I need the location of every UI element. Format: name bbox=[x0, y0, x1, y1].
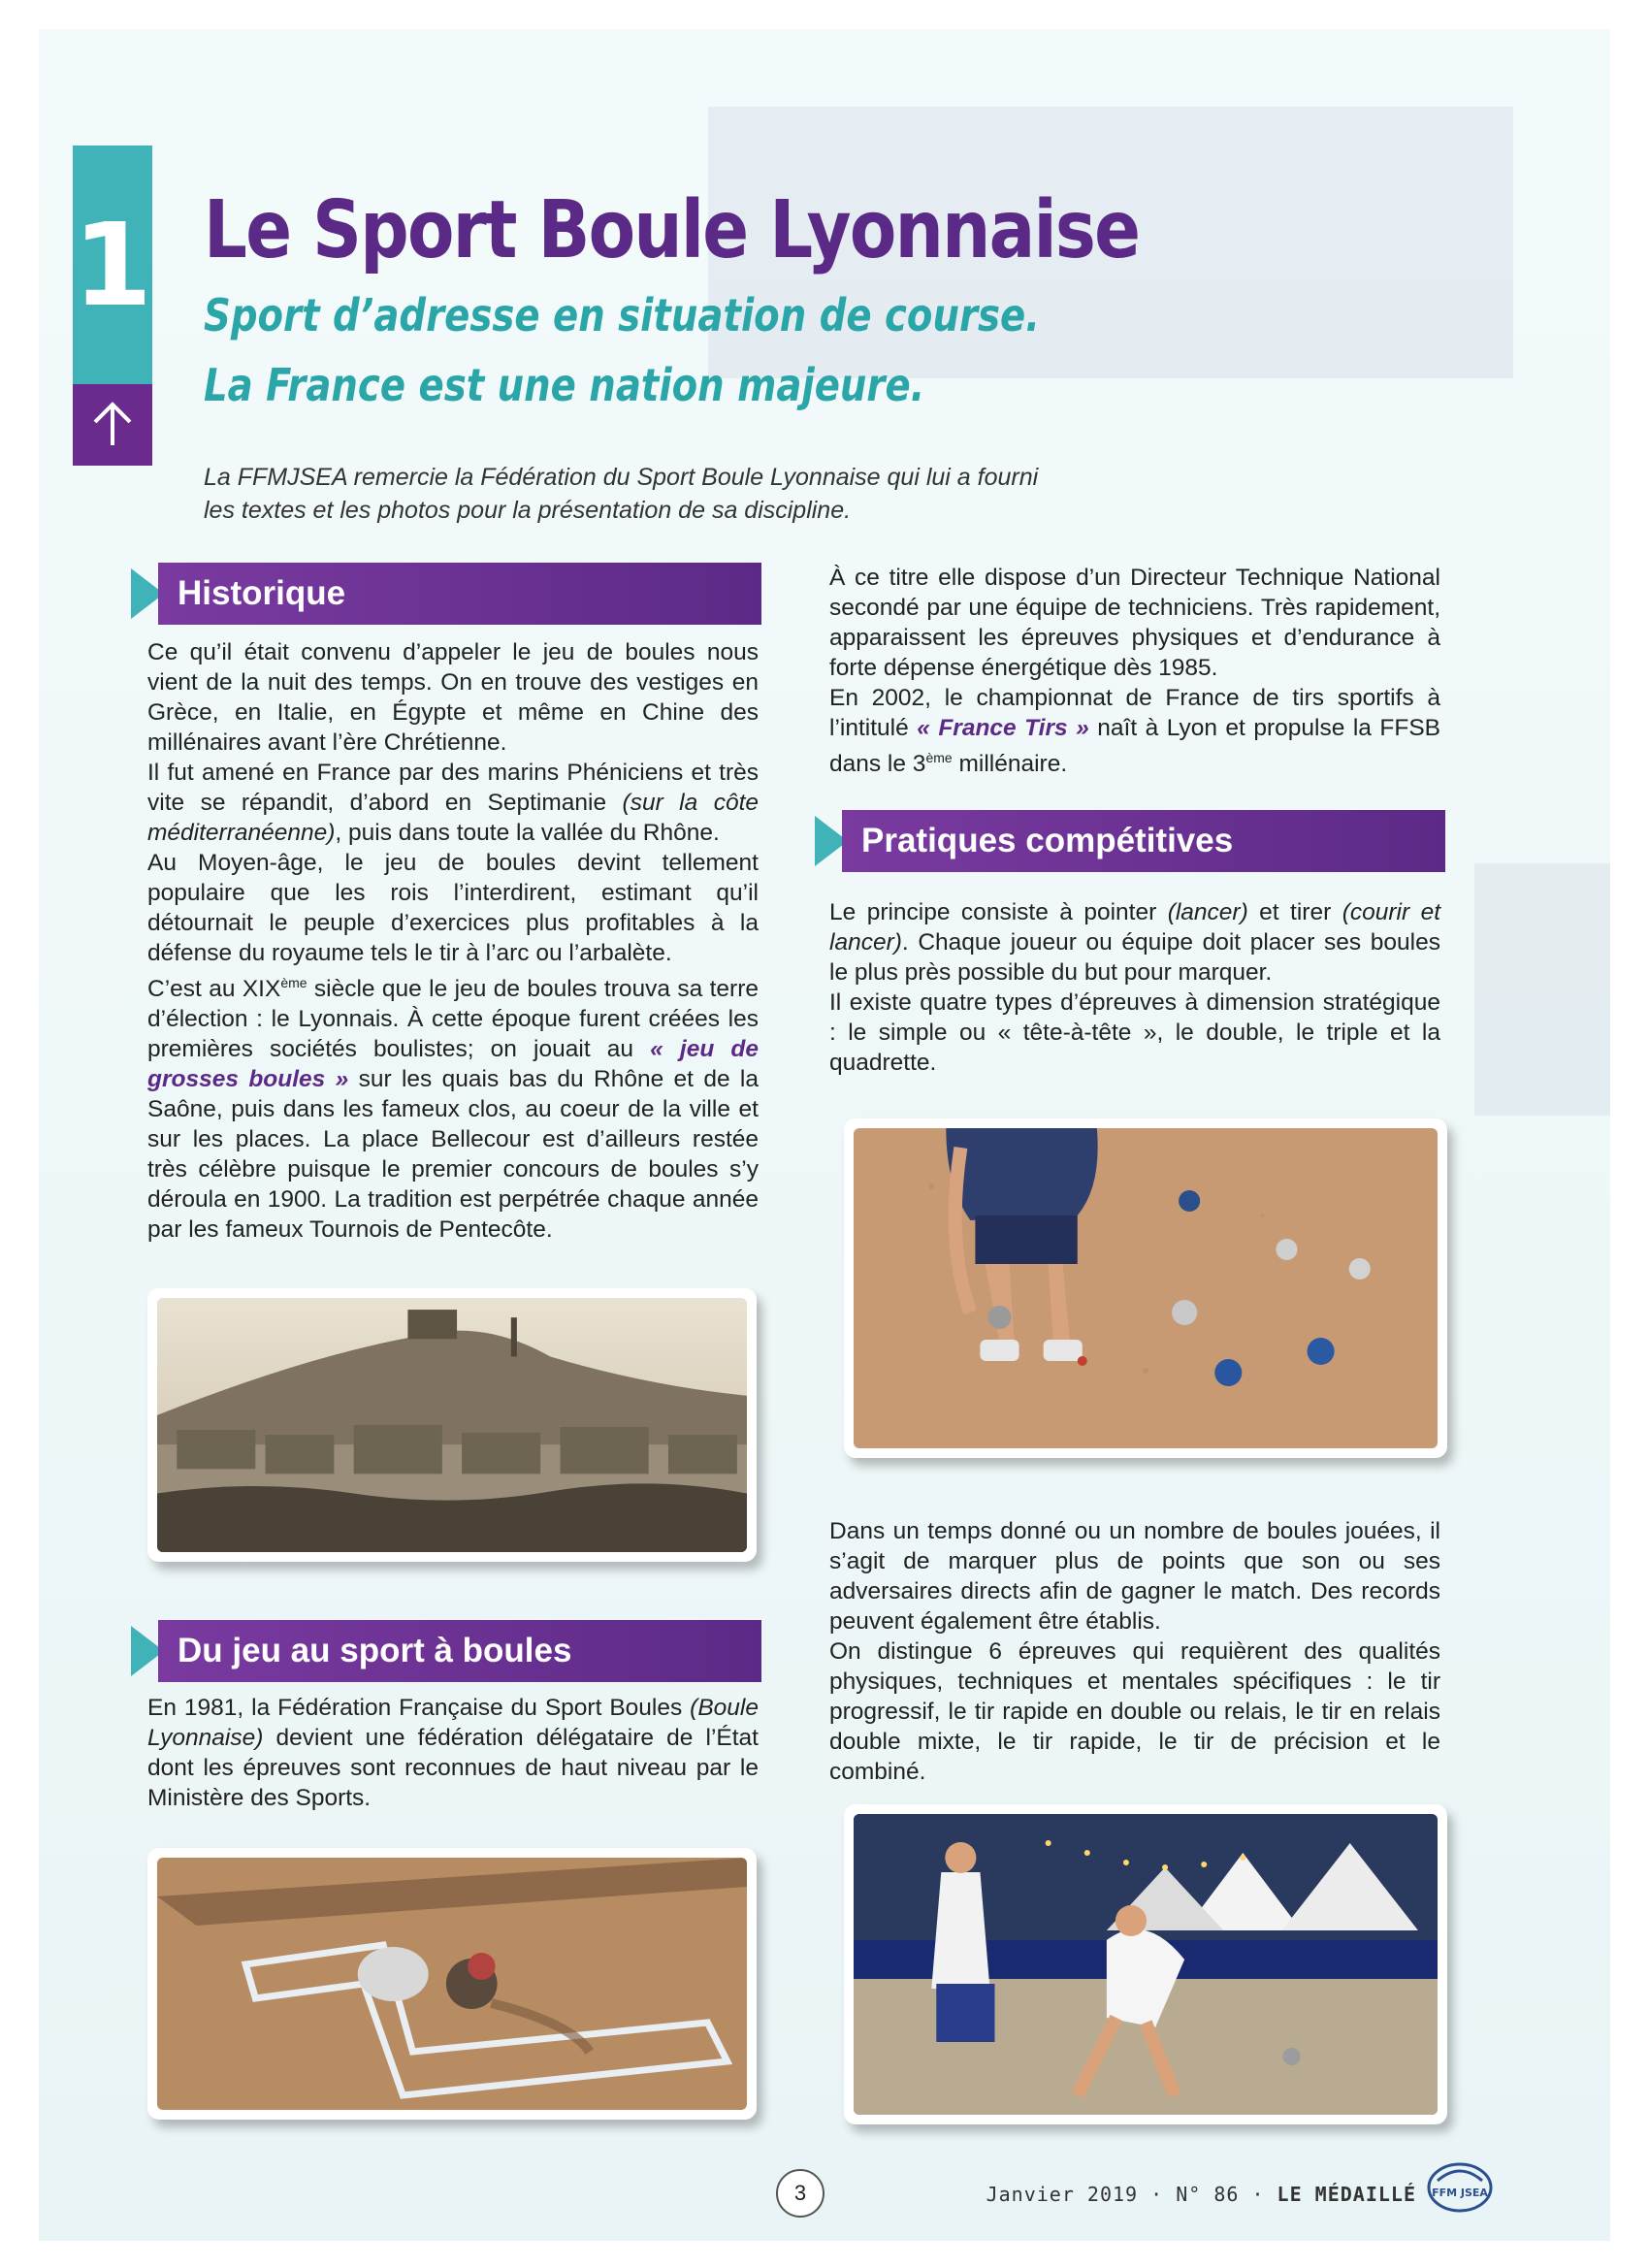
pratiques-text-2 bbox=[829, 1516, 1440, 1787]
intro-text bbox=[204, 461, 1174, 527]
section-heading-label: Du jeu au sport à boules bbox=[158, 1620, 761, 1682]
chapter-tab bbox=[73, 146, 152, 466]
intro-line-2: les textes et les photos pour la présentation de sa discipline. bbox=[204, 497, 852, 524]
section-heading-historique bbox=[131, 563, 761, 625]
page-title: Le Sport Boule Lyonnaise bbox=[204, 184, 1140, 276]
background-ghost bbox=[1474, 863, 1610, 1116]
magazine-page bbox=[39, 29, 1610, 2241]
du-jeu-text bbox=[147, 1693, 759, 1813]
photo-old-lyon bbox=[147, 1288, 757, 1562]
svg-text:FFM JSEA: FFM JSEA bbox=[1432, 2187, 1488, 2199]
section-heading-label: Historique bbox=[158, 563, 761, 625]
ffmjsea-logo bbox=[1426, 2161, 1494, 2214]
paragraph: Il fut amené en France par des marins Phéniciens et très vite se répandit, d’abord en Septimanie (sur la côte méditerranéenne), puis dans toute la vallée du Rhône. bbox=[147, 760, 759, 846]
up-arrow-icon bbox=[73, 384, 152, 466]
photo-boules-impact bbox=[147, 1848, 757, 2120]
paragraph: En 2002, le championnat de France de tirs sportifs à l’intitulé « France Tirs » naît à Lyon et propulse la FFSB dans le 3ème millénaire. bbox=[829, 685, 1441, 778]
footer-issue: Janvier 2019 · N° 86 · LE MÉDAILLÉ bbox=[986, 2183, 1416, 2206]
subtitle-line-1: Sport d’adresse en situation de course. bbox=[204, 289, 1040, 341]
section-heading-du-jeu bbox=[131, 1620, 761, 1682]
pratiques-text-1 bbox=[829, 897, 1440, 1078]
section-heading-pratiques bbox=[815, 810, 1445, 872]
paragraph: Au Moyen-âge, le jeu de boules devint tellement populaire que les rois l’interdirent, estimant qu’il détournait le peuple d’exercices plus profitables à la défense du royaume tels le tir à l’arc ou l’arbalète. bbox=[147, 850, 759, 966]
paragraph: C’est au XIXème siècle que le jeu de boules trouva sa terre d’élection : le Lyonnais. À cette époque furent créées les premières sociétés boulistes; on jouait au « jeu de grosses boules » sur les quais bas du Rhône et de la Saône, puis dans les fameux clos, au coeur de la ville et sur les places. La place Bellecour est d’ailleurs restée très célèbre puisque le premier concours de boules s’y déroula en 1900. La tradition est perpétrée chaque année par les fameux Tournois de Pentecôte. bbox=[147, 975, 760, 1244]
paragraph: Il existe quatre types d’épreuves à dimension stratégique : le simple ou « tête-à-tête », le double, le triple et la quadrette. bbox=[829, 989, 1440, 1076]
right-intro-text bbox=[829, 563, 1440, 779]
chapter-number: 1 bbox=[73, 146, 152, 384]
paragraph: Dans un temps donné ou un nombre de boules jouées, il s’agit de marquer plus de points que son ou ses adversaires directs afin de gagner le match. Des records peuvent également être établis. bbox=[829, 1518, 1440, 1635]
historique-text bbox=[147, 637, 759, 1245]
photo-player-pointing bbox=[844, 1118, 1447, 1458]
paragraph: En 1981, la Fédération Française du Sport Boules (Boule Lyonnaise) devient une fédération délégataire de l’État dont les épreuves sont reconnues de haut niveau par le Ministère des Sports. bbox=[147, 1695, 759, 1811]
intro-line-1: La FFMJSEA remercie la Fédération du Sport Boule Lyonnaise qui lui a fourni bbox=[204, 464, 1039, 491]
paragraph: On distingue 6 épreuves qui requièrent des qualités physiques, techniques et mentales spécifiques : le tir progressif, le tir rapide en double ou relais, le tir en relais double mixte, le tir rapide, le tir de précision et le combiné. bbox=[829, 1638, 1440, 1785]
paragraph: À ce titre elle dispose d’un Directeur Technique National secondé par une équipe de techniciens. Très rapidement, apparaissent les épreuves physiques et d’endurance à forte dépense énergétique dès 1985. bbox=[829, 565, 1440, 681]
paragraph: Ce qu’il était convenu d’appeler le jeu de boules nous vient de la nuit des temps. On en trouve des vestiges en Grèce, en Italie, en Égypte et même en Chine des millénaires avant l’ère Chrétienne. bbox=[147, 639, 759, 756]
page-number: 3 bbox=[776, 2169, 824, 2218]
paragraph: Le principe consiste à pointer (lancer) et tirer (courir et lancer). Chaque joueur ou équipe doit placer ses boules le plus près possible du but pour marquer. bbox=[829, 899, 1441, 986]
section-heading-label: Pratiques compétitives bbox=[842, 810, 1445, 872]
subtitle-line-2: La France est une nation majeure. bbox=[204, 359, 925, 411]
photo-night-tournament bbox=[844, 1804, 1447, 2124]
